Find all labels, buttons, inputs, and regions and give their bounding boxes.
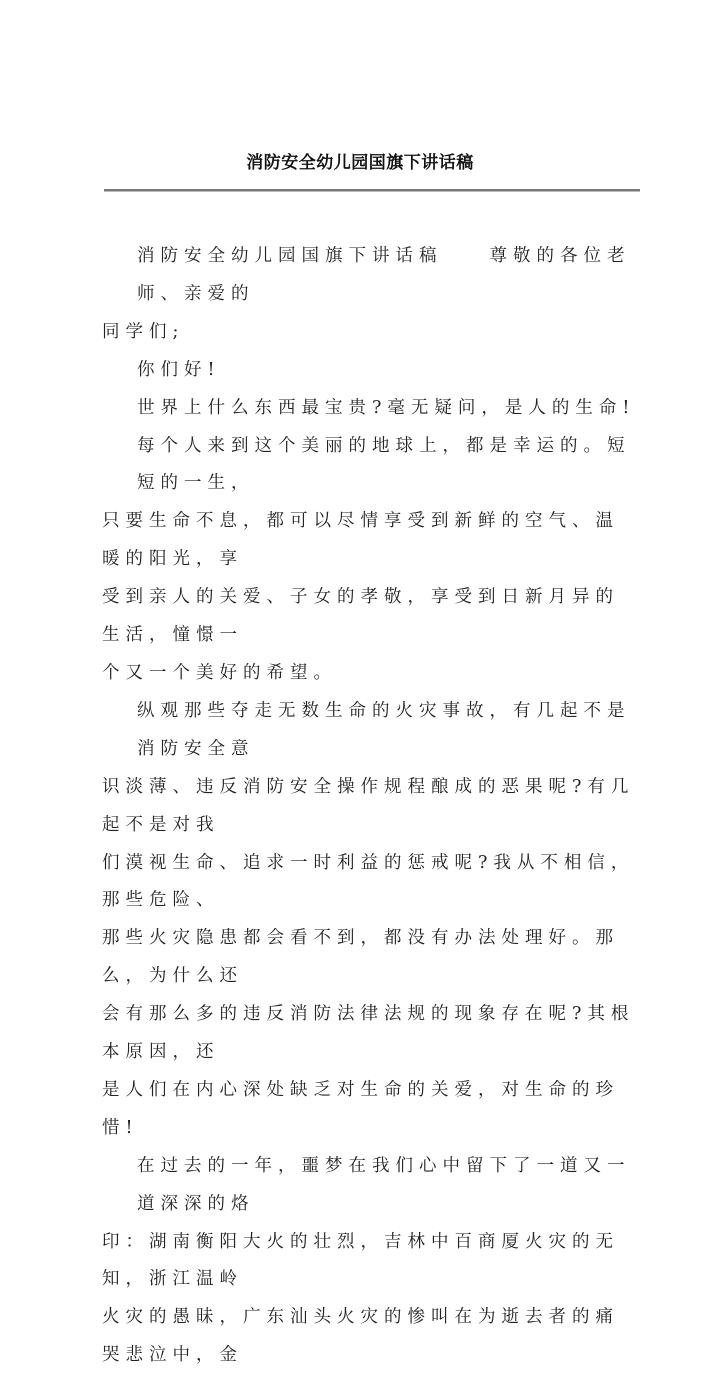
paragraph-line: 只要生命不息，都可以尽情享受到新鲜的空气、温暖的阳光，享 [102, 511, 619, 570]
paragraph-line: 是人们在内心深处缺乏对生命的关爱，对生命的珍惜! [102, 1079, 619, 1138]
paragraph-line: 火灾的愚昧，广东汕头火灾的惨叫在为逝去者的痛哭悲泣中，金 [102, 1307, 619, 1366]
paragraph-line: 每个人来到这个美丽的地球上，都是幸运的。短短的一生， [137, 435, 631, 494]
title-divider [104, 189, 640, 192]
paragraph-line: 纵观那些夺走无数生命的火灾事故，有几起不是消防安全意 [137, 700, 631, 759]
paragraph [102, 390, 642, 428]
paragraph-line: 印：湖南衡阳大火的壮烈，吉林中百商厦火灾的无知，浙江温岭 [102, 1231, 619, 1290]
document-title: 消防安全幼儿园国旗下讲话稿 [246, 153, 474, 173]
paragraph-line: 消防安全幼儿园国旗下讲话稿 尊敬的各位老师、亲爱的 [137, 246, 631, 304]
paragraph [102, 428, 642, 693]
paragraph-line: 们漠视生命、追求一时利益的惩戒呢?我从不相信，那些危险、 [102, 852, 635, 911]
paragraph [102, 693, 642, 1148]
paragraph-line: 在过去的一年，噩梦在我们心中留下了一道又一道深深的烙 [137, 1155, 631, 1214]
paragraph [102, 352, 642, 390]
paragraph-line: 同学们; [102, 321, 185, 342]
paragraph-line: 受到亲人的关爱、子女的孝敬，享受到日新月异的生活，憧憬一 [102, 587, 619, 646]
document-body [102, 238, 642, 1375]
paragraph-line: 识淡薄、违反消防安全操作规程酿成的恶果呢?有几起不是对我 [102, 776, 635, 835]
paragraph-line: 你们好! [137, 359, 221, 380]
paragraph-line: 会有那么多的违反消防法律法规的现象存在呢?其根本原因，还 [102, 1004, 635, 1063]
paragraph-line: 那些火灾隐患都会看不到，都没有办法处理好。那么，为什么还 [102, 928, 619, 987]
paragraph-line: 世界上什么东西最宝贵?毫无疑问，是人的生命! [137, 397, 636, 418]
paragraph-line: 个又一个美好的希望。 [102, 662, 337, 683]
paragraph [102, 238, 642, 352]
paragraph [102, 1148, 642, 1375]
